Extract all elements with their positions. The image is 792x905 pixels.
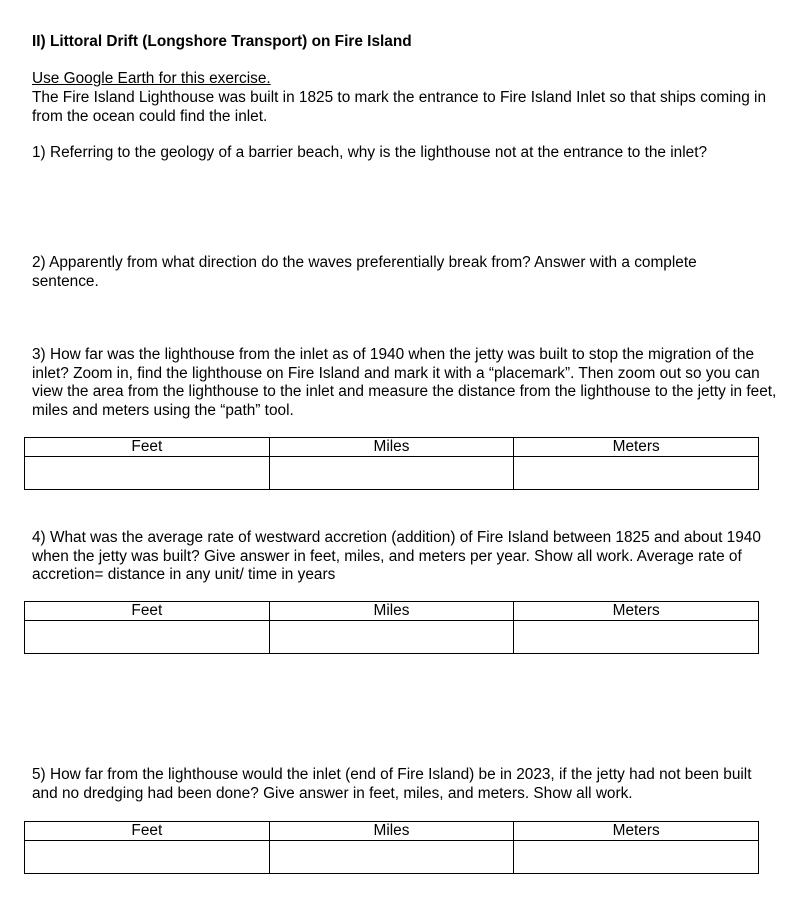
column-header-meters: Meters: [514, 438, 759, 457]
table-row: [25, 457, 759, 490]
answer-table-q5: [24, 821, 759, 874]
question-1: 1) Referring to the geology of a barrier beach, why is the lighthouse not at the entrance to the inlet?: [32, 144, 708, 161]
column-header-miles: Miles: [269, 822, 514, 841]
table-header-row: [25, 438, 759, 457]
column-header-meters: Meters: [514, 822, 759, 841]
table-row: [25, 841, 759, 874]
answer-table-q3: [24, 437, 759, 490]
intro-paragraph: The Fire Island Lighthouse was built in 1825 to mark the entrance to Fire Island Inlet so that ships coming in from the ocean could find the inlet.: [32, 89, 767, 125]
answer-cell-meters[interactable]: [514, 457, 759, 490]
question-4: 4) What was the average rate of westward accretion (addition) of Fire Island between 1825 and about 1940 when the jetty was built? Give answer in feet, miles, and meters per year. Show all work. Average rate of accretion= distance in any unit/ time in years: [32, 529, 761, 584]
answer-cell-miles[interactable]: [269, 621, 514, 654]
answer-cell-feet[interactable]: [25, 457, 270, 490]
column-header-miles: Miles: [269, 438, 514, 457]
answer-cell-meters[interactable]: [514, 621, 759, 654]
question-5: 5) How far from the lighthouse would the inlet (end of Fire Island) be in 2023, if the jetty had not been built and no dredging had been done? Give answer in feet, miles, and meters. Show all work.: [32, 766, 752, 802]
column-header-feet: Feet: [25, 822, 270, 841]
instructions-link[interactable]: Use Google Earth for this exercise.: [32, 70, 271, 87]
page-title: II) Littoral Drift (Longshore Transport) on Fire Island: [32, 33, 412, 50]
column-header-feet: Feet: [25, 602, 270, 621]
table-row: [25, 621, 759, 654]
column-header-feet: Feet: [25, 438, 270, 457]
answer-cell-feet[interactable]: [25, 621, 270, 654]
question-3: 3) How far was the lighthouse from the inlet as of 1940 when the jetty was built to stop the migration of the inlet? Zoom in, find the lighthouse on Fire Island and mark it with a “placemark”. Then zoom out so you can view the area from the lighthouse to the inlet and measure the distance from the lighthouse to the jetty in feet, miles and meters using the “path” tool.: [32, 346, 777, 419]
answer-cell-miles[interactable]: [269, 457, 514, 490]
answer-cell-feet[interactable]: [25, 841, 270, 874]
answer-cell-miles[interactable]: [269, 841, 514, 874]
column-header-miles: Miles: [269, 602, 514, 621]
column-header-meters: Meters: [514, 602, 759, 621]
answer-cell-meters[interactable]: [514, 841, 759, 874]
table-header-row: [25, 822, 759, 841]
question-2: 2) Apparently from what direction do the waves preferentially break from? Answer with a complete sentence.: [32, 254, 697, 290]
answer-table-q4: [24, 601, 759, 654]
table-header-row: [25, 602, 759, 621]
